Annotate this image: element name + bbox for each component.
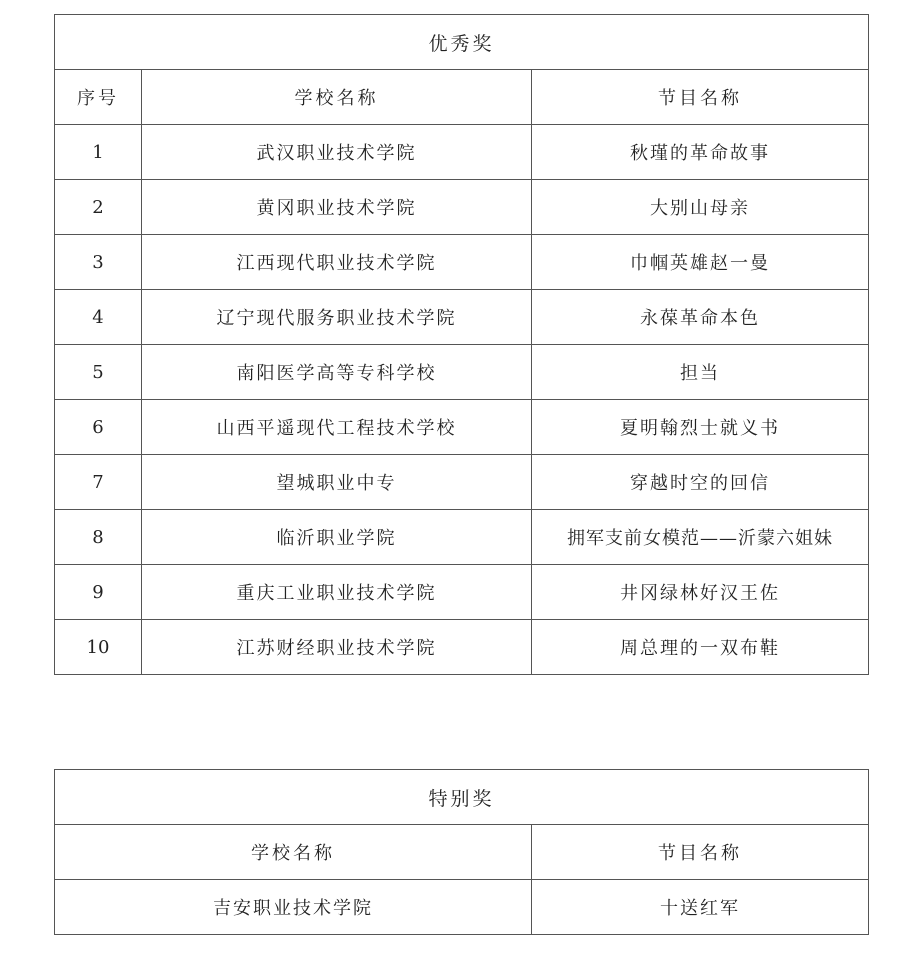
header-index: 序号 — [55, 70, 142, 125]
row-index: 10 — [55, 620, 142, 675]
row-program-name: 巾帼英雄赵一曼 — [532, 235, 869, 290]
special-award-title: 特别奖 — [55, 770, 869, 825]
table-row — [55, 180, 869, 235]
table-row — [55, 400, 869, 455]
table-row — [55, 565, 869, 620]
table-title-row — [55, 15, 869, 70]
row-index: 9 — [55, 565, 142, 620]
row-index: 7 — [55, 455, 142, 510]
row-school-name: 山西平遥现代工程技术学校 — [142, 400, 532, 455]
row-school-name: 辽宁现代服务职业技术学院 — [142, 290, 532, 345]
row-program-name: 拥军支前女模范——沂蒙六姐妹 — [532, 510, 869, 565]
row-school-name: 江苏财经职业技术学院 — [142, 620, 532, 675]
table-row — [55, 235, 869, 290]
row-school-name: 江西现代职业技术学院 — [142, 235, 532, 290]
row-school-name: 吉安职业技术学院 — [55, 880, 532, 935]
table-row — [55, 125, 869, 180]
row-index: 3 — [55, 235, 142, 290]
excellent-award-title: 优秀奖 — [55, 15, 869, 70]
table-header-row — [55, 70, 869, 125]
header-program-name: 节目名称 — [532, 70, 869, 125]
row-program-name: 永葆革命本色 — [532, 290, 869, 345]
row-school-name: 望城职业中专 — [142, 455, 532, 510]
table-title-row — [55, 770, 869, 825]
row-index: 6 — [55, 400, 142, 455]
table-row — [55, 455, 869, 510]
table-row — [55, 510, 869, 565]
row-index: 2 — [55, 180, 142, 235]
row-program-name: 井冈绿林好汉王佐 — [532, 565, 869, 620]
row-index: 8 — [55, 510, 142, 565]
row-school-name: 临沂职业学院 — [142, 510, 532, 565]
row-index: 5 — [55, 345, 142, 400]
table-row — [55, 880, 869, 935]
excellent-award-table — [54, 14, 869, 675]
row-program-name: 秋瑾的革命故事 — [532, 125, 869, 180]
row-program-name: 夏明翰烈士就义书 — [532, 400, 869, 455]
table-row — [55, 290, 869, 345]
row-school-name: 黄冈职业技术学院 — [142, 180, 532, 235]
row-program-name: 穿越时空的回信 — [532, 455, 869, 510]
row-program-name: 担当 — [532, 345, 869, 400]
row-index: 1 — [55, 125, 142, 180]
table-row — [55, 345, 869, 400]
header-school-name: 学校名称 — [142, 70, 532, 125]
special-award-table — [54, 769, 869, 935]
row-program-name: 十送红军 — [532, 880, 869, 935]
row-school-name: 重庆工业职业技术学院 — [142, 565, 532, 620]
header-school-name: 学校名称 — [55, 825, 532, 880]
row-school-name: 武汉职业技术学院 — [142, 125, 532, 180]
row-program-name: 大别山母亲 — [532, 180, 869, 235]
row-program-name: 周总理的一双布鞋 — [532, 620, 869, 675]
table-row — [55, 620, 869, 675]
row-index: 4 — [55, 290, 142, 345]
header-program-name: 节目名称 — [532, 825, 869, 880]
table-header-row — [55, 825, 869, 880]
row-school-name: 南阳医学高等专科学校 — [142, 345, 532, 400]
